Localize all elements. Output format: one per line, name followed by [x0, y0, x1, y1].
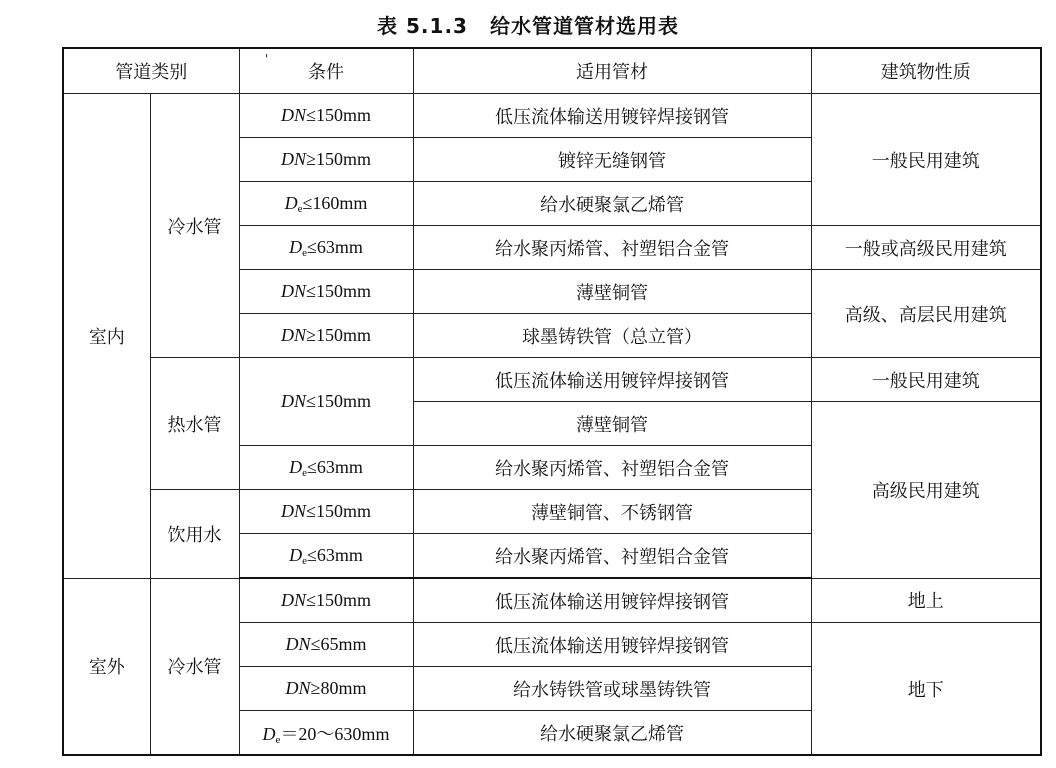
material-cell: 低压流体输送用镀锌焊接钢管 — [413, 578, 811, 623]
scan-mark: ' — [265, 52, 269, 66]
condition-cell: DN≤65mm — [239, 623, 413, 667]
condition-cell: DN≤150mm — [239, 358, 413, 446]
material-cell: 给水硬聚氯乙烯管 — [413, 711, 811, 756]
condition-cell: DN≥80mm — [239, 667, 413, 711]
condition-cell: $D_e\le 63mm$ — [239, 446, 413, 490]
building-cell: 一般或高级民用建筑 — [811, 226, 1041, 270]
pipe-material-table — [62, 47, 1042, 756]
building-cell: 地下 — [811, 623, 1041, 756]
condition-cell: $D_e=20\sim 630mm$ — [239, 711, 413, 756]
material-cell: 给水铸铁管或球墨铸铁管 — [413, 667, 811, 711]
material-cell: 薄壁铜管、不锈钢管 — [413, 490, 811, 534]
condition-cell: $D_e\le 160mm$ — [239, 182, 413, 226]
pipe-type-cell: 热水管 — [150, 358, 239, 490]
material-cell: 镀锌无缝钢管 — [413, 138, 811, 182]
building-cell: 高级民用建筑 — [811, 402, 1041, 579]
material-cell: 给水硬聚氯乙烯管 — [413, 182, 811, 226]
material-cell: 低压流体输送用镀锌焊接钢管 — [413, 623, 811, 667]
building-cell: 地上 — [811, 578, 1041, 623]
header-material: 适用管材 — [413, 48, 811, 94]
material-cell: 低压流体输送用镀锌焊接钢管 — [413, 94, 811, 138]
condition-cell: DN≤150mm — [239, 490, 413, 534]
condition-cell: DN≥150mm — [239, 314, 413, 358]
condition-cell: DN≤150mm — [239, 94, 413, 138]
header-condition: 条件 — [239, 48, 413, 94]
table-row — [63, 578, 1041, 623]
material-cell: 给水聚丙烯管、衬塑铝合金管 — [413, 226, 811, 270]
location-cell: 室内 — [63, 94, 150, 579]
material-cell: 给水聚丙烯管、衬塑铝合金管 — [413, 534, 811, 579]
building-cell: 一般民用建筑 — [811, 358, 1041, 402]
header-category: 管道类别 — [63, 48, 239, 94]
table-row — [63, 358, 1041, 402]
table-caption — [0, 10, 1056, 39]
header-building: 建筑物性质 — [811, 48, 1041, 94]
pipe-type-cell: 冷水管 — [150, 578, 239, 755]
condition-cell: DN≤150mm — [239, 578, 413, 623]
material-cell: 薄壁铜管 — [413, 402, 811, 446]
building-cell: 一般民用建筑 — [811, 94, 1041, 226]
table-number: 表 5.1.3 — [377, 14, 468, 38]
location-cell: 室外 — [63, 578, 150, 755]
material-cell: 球墨铸铁管（总立管） — [413, 314, 811, 358]
header-row — [63, 48, 1041, 94]
condition-cell: DN≤150mm — [239, 270, 413, 314]
material-cell: 给水聚丙烯管、衬塑铝合金管 — [413, 446, 811, 490]
table-title: 给水管道管材选用表 — [489, 14, 679, 38]
condition-cell: $D_e\le 63mm$ — [239, 534, 413, 579]
condition-cell: $D_e\le 63mm$ — [239, 226, 413, 270]
condition-cell: DN≥150mm — [239, 138, 413, 182]
material-cell: 薄壁铜管 — [413, 270, 811, 314]
pipe-type-cell: 冷水管 — [150, 94, 239, 358]
table-row — [63, 94, 1041, 138]
building-cell: 高级、高层民用建筑 — [811, 270, 1041, 358]
pipe-type-cell: 饮用水 — [150, 490, 239, 579]
material-cell: 低压流体输送用镀锌焊接钢管 — [413, 358, 811, 402]
